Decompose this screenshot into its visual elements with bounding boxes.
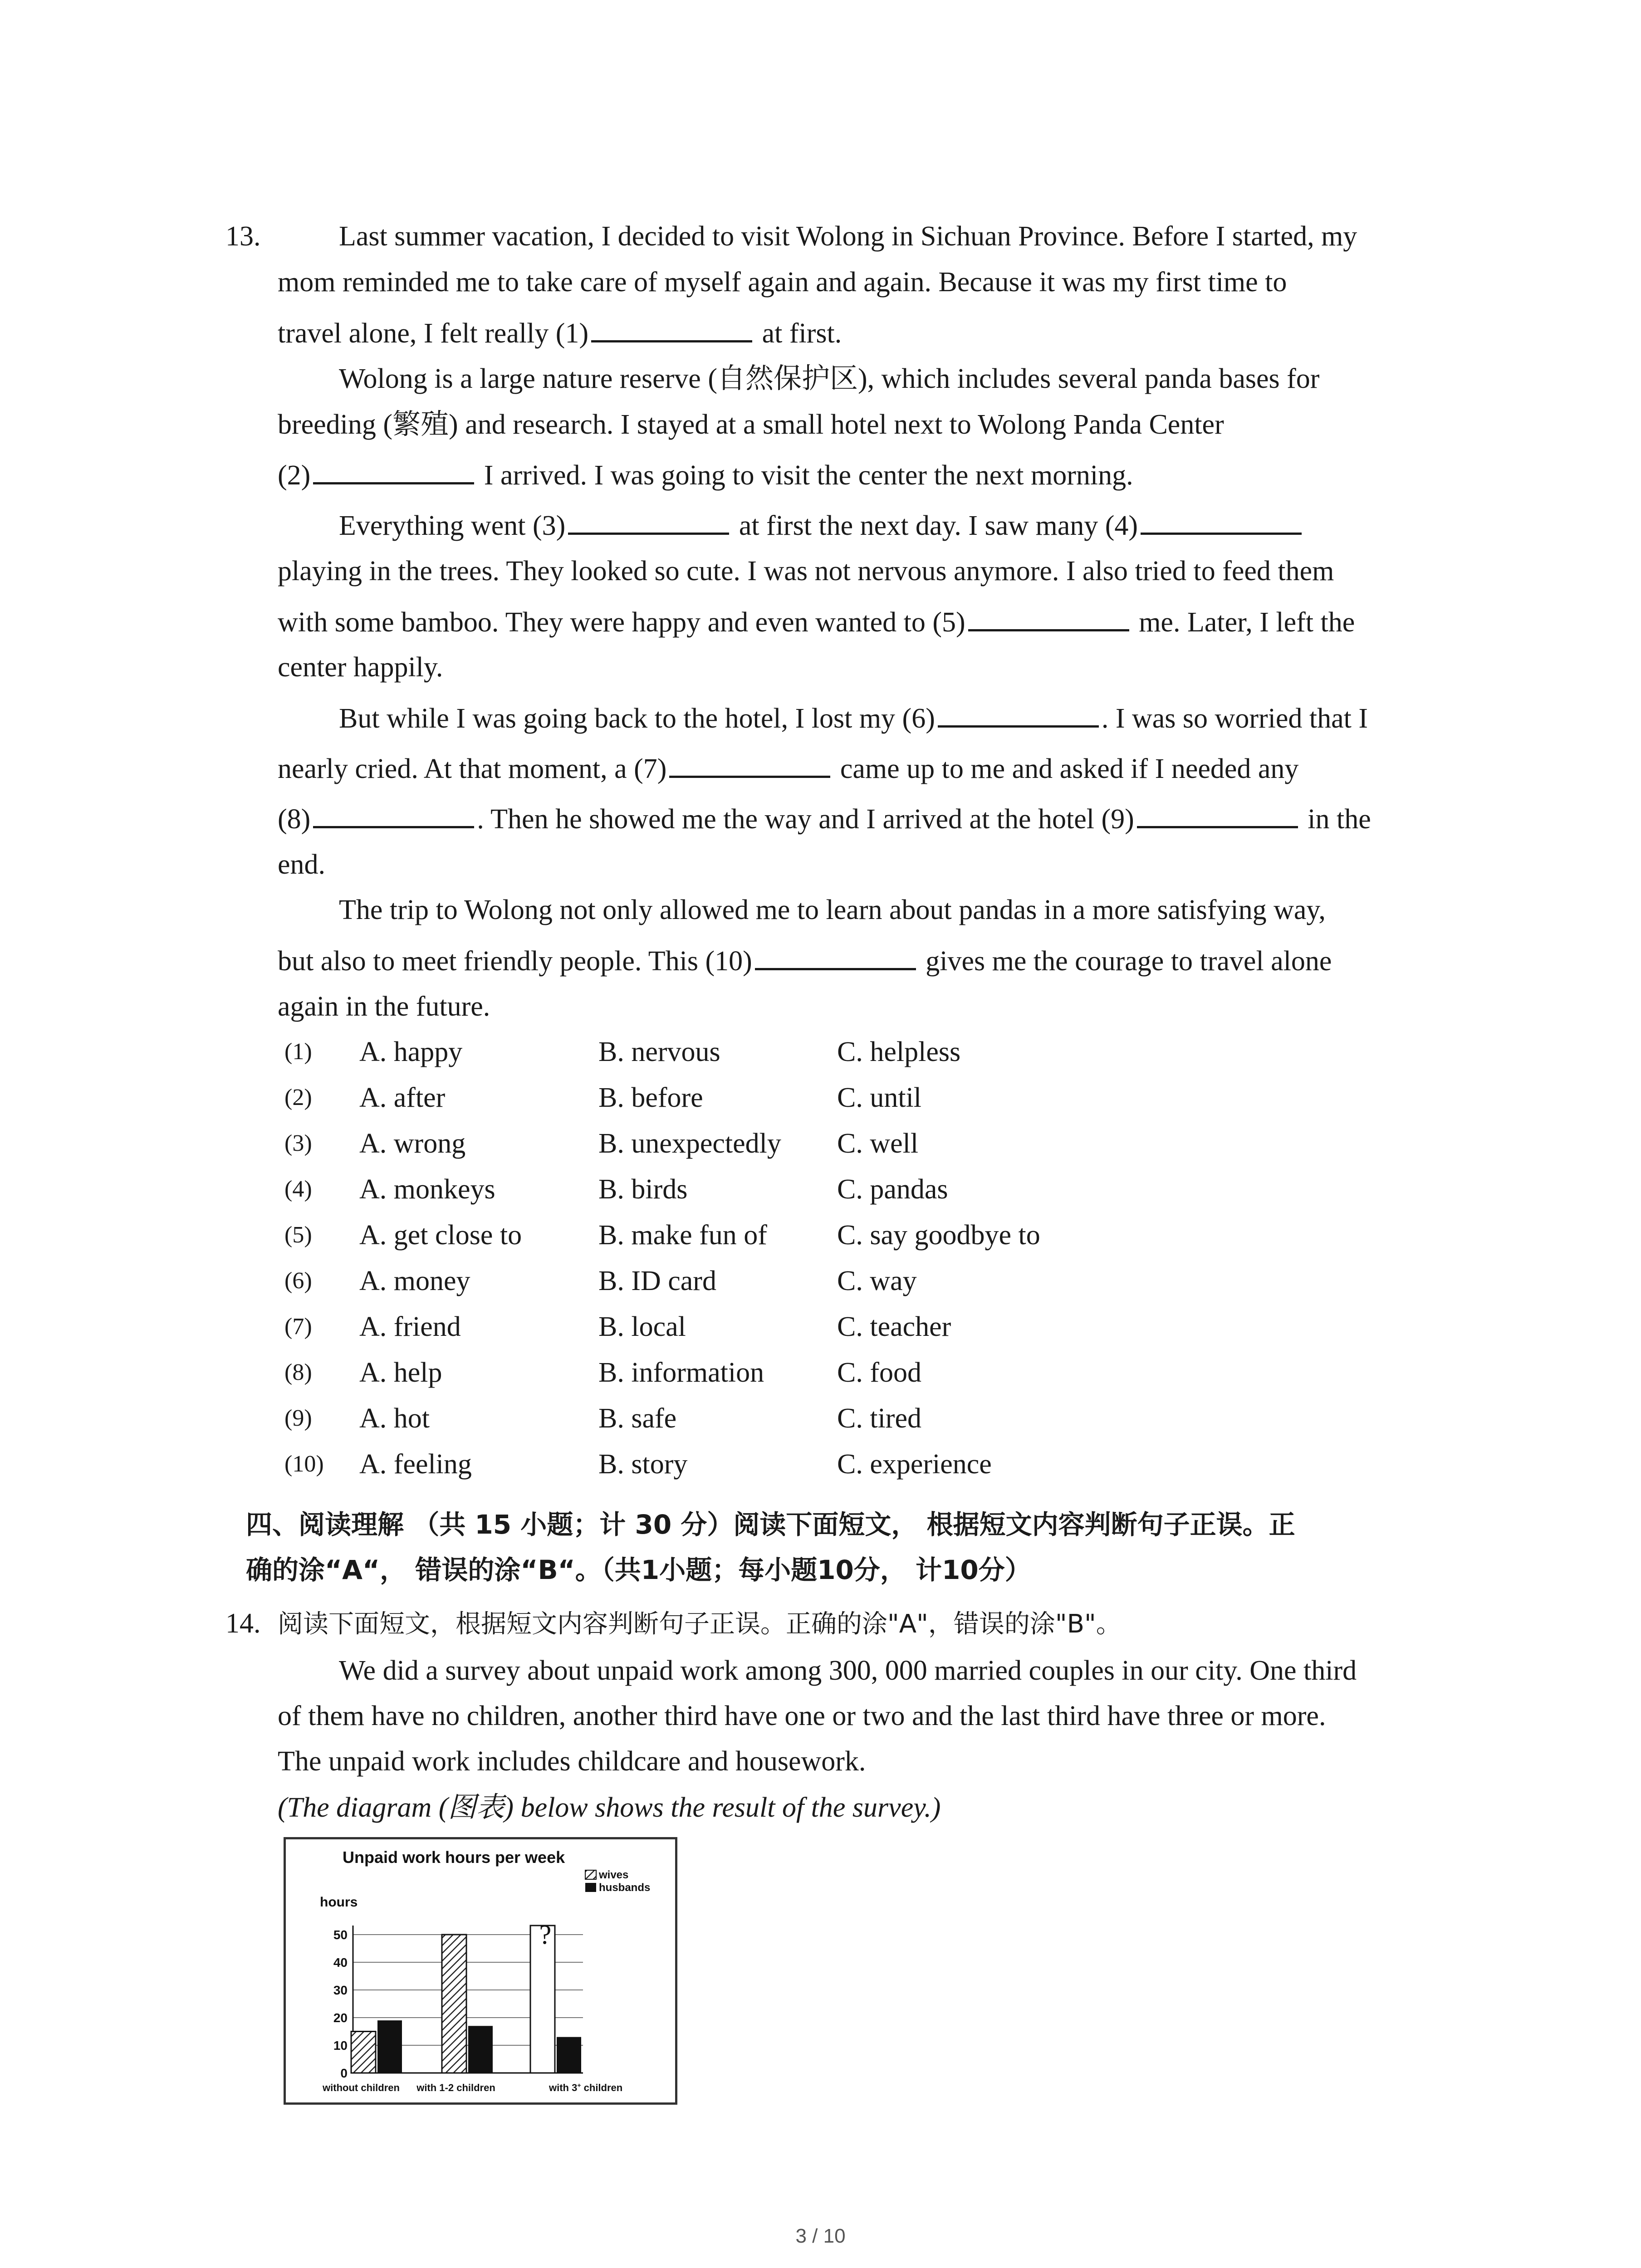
q14-line-1: We did a survey about unpaid work among 300, 000 married couples in our city. One third	[339, 1655, 1357, 1686]
option-a[interactable]: A. money	[359, 1266, 470, 1296]
bar-husbands	[557, 2037, 581, 2073]
bar-husbands	[468, 2026, 493, 2073]
option-b[interactable]: B. nervous	[598, 1036, 720, 1067]
q14-instruction: 阅读下面短文，根据短文内容判断句子正误。正确的涂"A"，错误的涂"B"。	[278, 1609, 1122, 1639]
option-c[interactable]: C. until	[837, 1082, 922, 1113]
blank-7[interactable]	[669, 754, 830, 778]
option-a[interactable]: A. happy	[359, 1036, 463, 1067]
q13-line-16: but also to meet friendly people. This (10) gives me the courage to travel alone	[278, 946, 1332, 977]
blank-1[interactable]	[591, 318, 752, 342]
option-a[interactable]: A. wrong	[359, 1128, 466, 1159]
q13-line-15: The trip to Wolong not only allowed me to learn about pandas in a more satisfying way,	[339, 894, 1326, 925]
q13-line-2: mom reminded me to take care of myself again and again. Because it was my first time to	[278, 267, 1287, 298]
option-a[interactable]: A. get close to	[359, 1220, 522, 1251]
q13-number: 13.	[225, 221, 261, 252]
category-label-0: without children	[323, 2082, 400, 2093]
option-b[interactable]: B. ID card	[598, 1266, 716, 1296]
chart-title: Unpaid work hours per week	[343, 1848, 565, 1867]
blank-10[interactable]	[755, 946, 916, 970]
category-label-2: with 3+ children	[549, 2082, 623, 2093]
section4-heading-line2: 确的涂“A“， 错误的涂“B“。（共1小题；每小题10分， 计10分）	[246, 1554, 1031, 1585]
option-a[interactable]: A. feeling	[359, 1449, 472, 1480]
y-tick-label: 30	[333, 1983, 348, 1997]
option-c[interactable]: C. experience	[837, 1449, 992, 1480]
legend-swatch-husbands	[585, 1883, 596, 1892]
option-b[interactable]: B. birds	[598, 1174, 688, 1205]
q14-line-3: The unpaid work includes childcare and housework.	[278, 1746, 866, 1777]
unknown-marker: ?	[539, 1920, 552, 1950]
y-tick-label: 40	[333, 1955, 348, 1970]
section4-heading-line1: 四、阅读理解 （共 15 小题；计 30 分）阅读下面短文， 根据短文内容判断句子正误。正	[246, 1509, 1295, 1540]
option-c[interactable]: C. pandas	[837, 1174, 948, 1205]
q13-line-1: Last summer vacation, I decided to visit Wolong in Sichuan Province. Before I started, my	[339, 221, 1357, 252]
legend-label-wives: wives	[599, 1869, 629, 1881]
option-b[interactable]: B. make fun of	[598, 1220, 767, 1251]
chart-plot-area	[333, 1920, 583, 2080]
q14-caption: (The diagram (图表) below shows the result of the survey.)	[278, 1792, 941, 1823]
blank-8[interactable]	[313, 804, 474, 828]
option-c[interactable]: C. food	[837, 1357, 921, 1388]
q13-line-17: again in the future.	[278, 991, 490, 1022]
q13-line-12: nearly cried. At that moment, a (7) came up to me and asked if I needed any	[278, 753, 1299, 784]
y-tick-label: 0	[340, 2066, 348, 2080]
bar-wives	[442, 1935, 466, 2073]
q13-line-13: (8) . Then he showed me the way and I arrived at the hotel (9) in the	[278, 804, 1371, 835]
blank-3[interactable]	[568, 511, 729, 535]
option-a[interactable]: A. help	[359, 1357, 442, 1388]
blank-5[interactable]	[968, 607, 1129, 631]
q13-line-10: center happily.	[278, 652, 443, 683]
option-c[interactable]: C. tired	[837, 1403, 921, 1434]
option-a[interactable]: A. hot	[359, 1403, 430, 1434]
option-b[interactable]: B. local	[598, 1311, 686, 1342]
option-c[interactable]: C. teacher	[837, 1311, 951, 1342]
q13-line-6: (2) I arrived. I was going to visit the center the next morning.	[278, 460, 1133, 491]
q13-line-5: breeding (繁殖) and research. I stayed at a small hotel next to Wolong Panda Center	[278, 409, 1224, 440]
q13-line-11: But while I was going back to the hotel, I lost my (6) . I was so worried that I	[339, 703, 1368, 734]
option-a[interactable]: A. after	[359, 1082, 446, 1113]
option-c[interactable]: C. say goodbye to	[837, 1220, 1040, 1251]
page-number: 3 / 10	[795, 2225, 846, 2247]
q13-line-7: Everything went (3) at first the next day. I saw many (4)	[339, 511, 1304, 540]
option-c[interactable]: C. helpless	[837, 1036, 961, 1067]
option-a[interactable]: A. monkeys	[359, 1174, 495, 1205]
option-b[interactable]: B. story	[598, 1449, 688, 1480]
q13-options: (1) A. happy B. nervous C. helpless (2) A. after B. before C. until (3) A. wrong B. unexpectedly C. well (4) A. monkeys B. birds C. pandas (5) A. get close to B. make fun of C. say goodbye to (6) A. money B. ID card C. way (7) A. friend B. local C. teacher (8) A. help B. information C. food (9) A. hot B. safe C. tired (10) A. feeling B. story C. experience	[284, 1036, 1040, 1480]
chart-ylabel: hours	[320, 1895, 358, 1910]
legend-swatch-wives	[585, 1870, 596, 1879]
blank-6[interactable]	[938, 704, 1099, 728]
q14-line-2: of them have no children, another third have one or two and the last third have three or more.	[278, 1701, 1326, 1731]
q13-line-3: travel alone, I felt really (1) at first.	[278, 318, 842, 349]
option-b[interactable]: B. safe	[598, 1403, 677, 1434]
y-tick-label: 20	[333, 2011, 348, 2025]
blank-4[interactable]	[1141, 511, 1302, 535]
y-tick-label: 50	[333, 1928, 348, 1942]
q14-number: 14.	[225, 1608, 261, 1639]
option-b[interactable]: B. before	[598, 1082, 703, 1113]
legend-label-husbands: husbands	[599, 1882, 651, 1894]
bar-wives	[351, 2032, 376, 2073]
option-b[interactable]: B. information	[598, 1357, 764, 1388]
bar-husbands	[377, 2020, 402, 2073]
category-label-1: with 1-2 children	[416, 2082, 495, 2093]
q13-line-9: with some bamboo. They were happy and even wanted to (5) me. Later, I left the	[278, 607, 1355, 638]
survey-chart	[284, 1837, 677, 2105]
q13-line-14: end.	[278, 849, 326, 880]
option-c[interactable]: C. way	[837, 1266, 917, 1296]
blank-2[interactable]	[313, 460, 474, 484]
option-b[interactable]: B. unexpectedly	[598, 1128, 781, 1159]
blank-9[interactable]	[1137, 804, 1298, 828]
chart-canvas	[286, 1839, 675, 2102]
q13-line-8: playing in the trees. They looked so cute. I was not nervous anymore. I also tried to feed them	[278, 556, 1334, 587]
option-c[interactable]: C. well	[837, 1128, 919, 1159]
q13-line-4: Wolong is a large nature reserve (自然保护区), which includes several panda bases for	[339, 363, 1320, 394]
option-a[interactable]: A. friend	[359, 1311, 461, 1342]
y-tick-label: 10	[333, 2038, 348, 2053]
